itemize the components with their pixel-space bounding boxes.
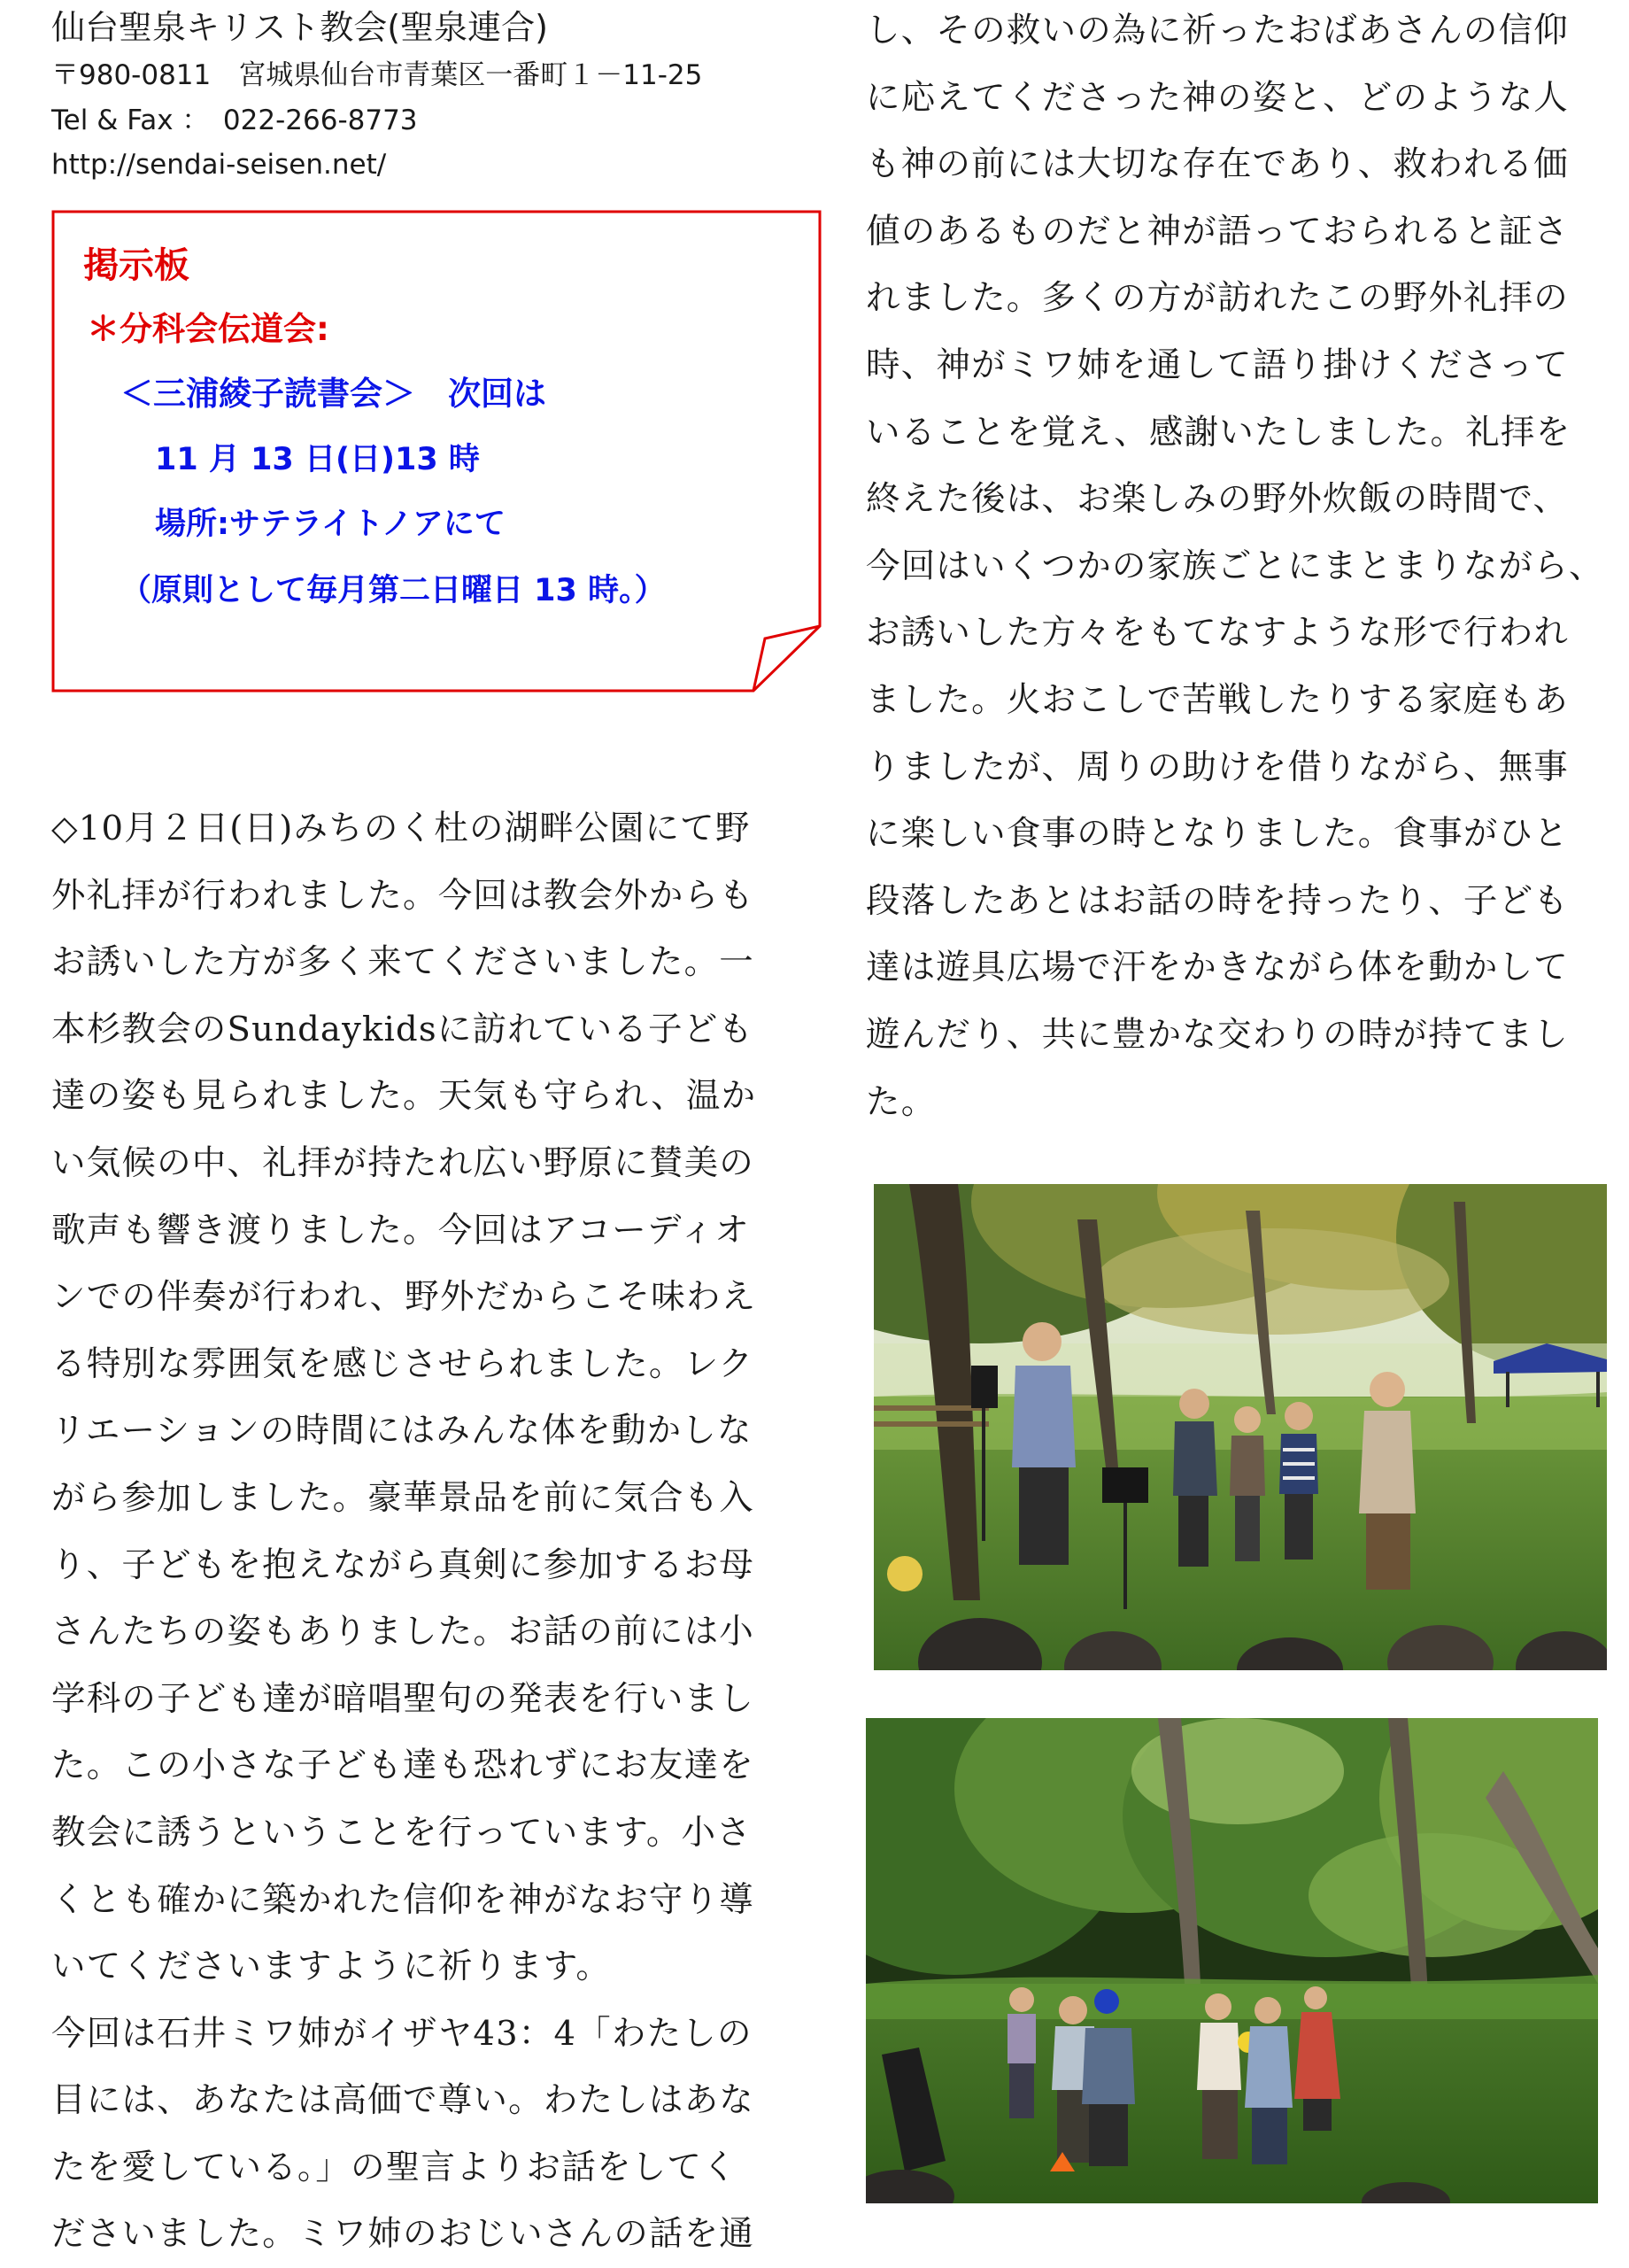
church-tel-fax: Tel & Fax ： 022-266-8773 — [51, 104, 418, 136]
outdoor-worship-photo — [874, 1184, 1607, 1670]
recreation-photo — [866, 1718, 1598, 2203]
article-line: 達の姿も見られました。天気も守られ、温か — [51, 1076, 757, 1117]
bulletin-title: 掲示板 — [83, 245, 189, 286]
bulletin-rule: （原則として毎月第二日曜日 13 時。） — [120, 573, 666, 608]
article-line: 本杉教会のSundaykidsに訪れている子ども — [51, 1009, 754, 1049]
article-line: いてくださいますように祈ります。 — [51, 1947, 612, 1987]
article-line: 学科の子ども達が暗唱聖句の発表を行いまし — [51, 1678, 755, 1719]
bulletin-event: ＜三浦綾子読書会＞ 次回は — [120, 375, 546, 413]
recreation-photo-image — [866, 1718, 1598, 2203]
article-line: 今回はいくつかの家族ごとにまとまりながら、 — [866, 546, 1604, 586]
article-line: お誘いした方々をもてなすような形で行われ — [866, 613, 1570, 654]
article-right-column — [866, 0, 1604, 1135]
article-line: 時、神がミワ姉を通して語り掛けくださって — [866, 344, 1570, 385]
article-line: りましたが、周りの助けを借りながら、無事 — [866, 747, 1570, 787]
article-line: 外礼拝が行われました。今回は教会外からも — [51, 875, 755, 916]
bulletin-category: ＊分科会伝道会: — [87, 310, 329, 348]
outdoor-worship-photo-image — [874, 1184, 1607, 1670]
article-line: 終えた後は、お楽しみの野外炊飯の時間で、 — [866, 479, 1569, 520]
article-line: 達は遊具広場で汗をかきながら体を動かして — [866, 948, 1570, 988]
article-line: 今回は石井ミワ姉がイザヤ43：4「わたしの — [51, 2013, 753, 2054]
article-line: さんたちの姿もありました。お話の前には小 — [51, 1612, 755, 1653]
article-line: 歌声も響き渡りました。今回はアコーディオ — [51, 1210, 750, 1250]
article-line: ました。火おこしで苦戦したりする家庭もあ — [866, 679, 1570, 720]
article-line: 遊んだり、共に豊かな交わりの時が持てまし — [866, 1014, 1570, 1055]
article-line: 教会に誘うということを行っています。小さ — [51, 1812, 752, 1853]
article-line: た。この小さな子ども達も恐れずにお友達を — [51, 1746, 755, 1786]
article-line: ◇10月２日(日)みちのく杜の湖畔公園にて野 — [51, 809, 751, 848]
article-left-column — [51, 795, 795, 2268]
bulletin-place: 場所:サテライトノアにて — [155, 507, 506, 542]
bulletin-board — [51, 210, 823, 693]
article-line: た。 — [866, 1081, 937, 1122]
article-line: る特別な雰囲気を感じさせられました。レク — [51, 1343, 754, 1384]
article-line: い気候の中、礼拝が持たれ広い野原に賛美の — [51, 1142, 755, 1183]
church-name: 仙台聖泉キリスト教会(聖泉連合) — [51, 8, 548, 47]
article-line: がら参加しました。豪華景品を前に気合も入 — [51, 1477, 755, 1518]
bulletin-date: 11 月 13 日(日)13 時 — [155, 442, 480, 477]
article-line: くとも確かに築かれた信仰を神がなお守り導 — [51, 1879, 755, 1920]
article-line: ンでの伴奏が行われ、野外だからこそ味わえ — [51, 1277, 757, 1318]
article-line: し、その救いの為に祈ったおばあさんの信仰 — [866, 11, 1570, 50]
article-line: も神の前には大切な存在であり、救われる価 — [866, 144, 1570, 185]
article-line: たを愛している。」の聖言よりお話をしてく — [51, 2147, 737, 2187]
article-line: 目には、あなたは高価で尊い。わたしはあな — [51, 2080, 755, 2121]
article-line: 値のあるものだと神が語っておられると証さ — [866, 211, 1570, 252]
article-line: に応えてくださった神の姿と、どのような人 — [866, 77, 1570, 118]
church-address: 〒980-0811 宮城県仙台市青葉区一番町１－11-25 — [51, 59, 703, 91]
article-line: に楽しい食事の時となりました。食事がひと — [866, 814, 1570, 855]
article-line: いることを覚え、感謝いたしました。礼拝を — [866, 412, 1571, 453]
church-website-link[interactable]: http://sendai-seisen.net/ — [51, 149, 387, 181]
article-line: リエーションの時間にはみんな体を動かしな — [51, 1411, 753, 1451]
article-line: ださいました。ミワ姉のおじいさんの話を通 — [51, 2214, 755, 2255]
article-line: れました。多くの方が訪れたこの野外礼拝の — [866, 278, 1570, 319]
article-line: お誘いした方が多く来てくださいました。一 — [51, 942, 755, 983]
article-line: 段落したあとはお話の時を持ったり、子ども — [866, 880, 1570, 921]
article-line: り、子どもを抱えながら真剣に参加するお母 — [51, 1544, 755, 1585]
